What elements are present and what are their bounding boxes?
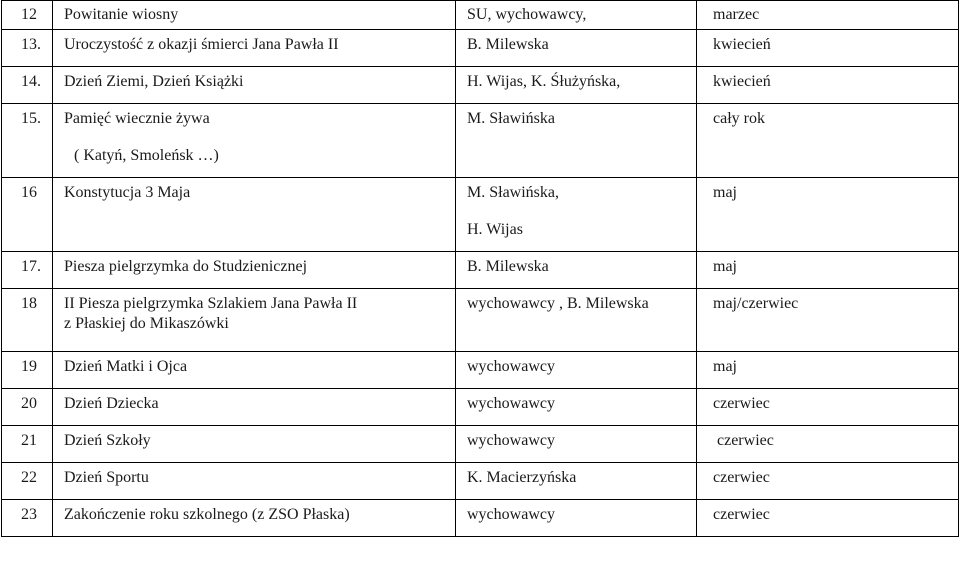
row-number: 16 [2, 178, 53, 252]
responsible: K. Macierzyńska [456, 463, 697, 500]
responsible: wychowawcy [456, 352, 697, 389]
table-row [2, 67, 959, 104]
table-row [2, 389, 959, 426]
event-name: Piesza pielgrzymka do Studzienicznej [53, 252, 456, 289]
table-row [2, 500, 959, 537]
event-name: Dzień Dziecka [53, 389, 456, 426]
event-name: Dzień Ziemi, Dzień Książki [53, 67, 456, 104]
event-date: maj [697, 178, 959, 252]
row-number: 17. [2, 252, 53, 289]
responsible: B. Milewska [456, 30, 697, 67]
row-number: 19 [2, 352, 53, 389]
event-date: maj/czerwiec [697, 289, 959, 352]
row-number: 22 [2, 463, 53, 500]
event-name: Pamięć wiecznie żywa [64, 110, 210, 127]
table-row [2, 178, 959, 252]
responsible-cell [456, 178, 697, 252]
table-row [2, 104, 959, 178]
event-name: Konstytucja 3 Maja [53, 178, 456, 252]
event-date: czerwiec [697, 426, 959, 463]
events-table [1, 0, 959, 537]
event-date: czerwiec [697, 463, 959, 500]
row-number: 21 [2, 426, 53, 463]
event-name: Dzień Szkoły [53, 426, 456, 463]
event-name: Dzień Matki i Ojca [53, 352, 456, 389]
event-cell [53, 104, 456, 178]
table-row [2, 463, 959, 500]
responsible: wychowawcy , B. Milewska [456, 289, 697, 352]
event-name: Dzień Sportu [53, 463, 456, 500]
event-date: kwiecień [697, 30, 959, 67]
event-date: czerwiec [697, 500, 959, 537]
event-date: maj [697, 352, 959, 389]
row-number: 23 [2, 500, 53, 537]
event-date: marzec [697, 1, 959, 30]
event-name: Uroczystość z okazji śmierci Jana Pawła II [53, 30, 456, 67]
event-date: czerwiec [697, 389, 959, 426]
responsible: SU, wychowawcy, [456, 1, 697, 30]
event-cell [53, 289, 456, 352]
table-row [2, 252, 959, 289]
responsible: M. Sławińska, [467, 184, 559, 201]
event-name: II Piesza pielgrzymka Szlakiem Jana Pawła II [64, 295, 358, 312]
table-row [2, 289, 959, 352]
event-subtitle: ( Katyń, Smoleńsk …) [74, 147, 219, 164]
event-name: Powitanie wiosny [53, 1, 456, 30]
responsible-second: H. Wijas [467, 221, 523, 238]
row-number: 15. [2, 104, 53, 178]
table-row [2, 30, 959, 67]
event-date: maj [697, 252, 959, 289]
row-number: 14. [2, 67, 53, 104]
row-number: 12 [2, 1, 53, 30]
responsible: M. Sławińska [456, 104, 697, 178]
event-subtitle: z Płaskiej do Mikaszówki [64, 315, 229, 332]
row-number: 13. [2, 30, 53, 67]
table-row [2, 426, 959, 463]
row-number: 18 [2, 289, 53, 352]
responsible: wychowawcy [456, 389, 697, 426]
row-number: 20 [2, 389, 53, 426]
event-name: Zakończenie roku szkolnego (z ZSO Płaska) [53, 500, 456, 537]
event-date: cały rok [697, 104, 959, 178]
table-row [2, 1, 959, 30]
responsible: B. Milewska [456, 252, 697, 289]
table-row [2, 352, 959, 389]
responsible: wychowawcy [456, 426, 697, 463]
responsible: H. Wijas, K. Śłużyńska, [456, 67, 697, 104]
event-date: kwiecień [697, 67, 959, 104]
responsible: wychowawcy [456, 500, 697, 537]
